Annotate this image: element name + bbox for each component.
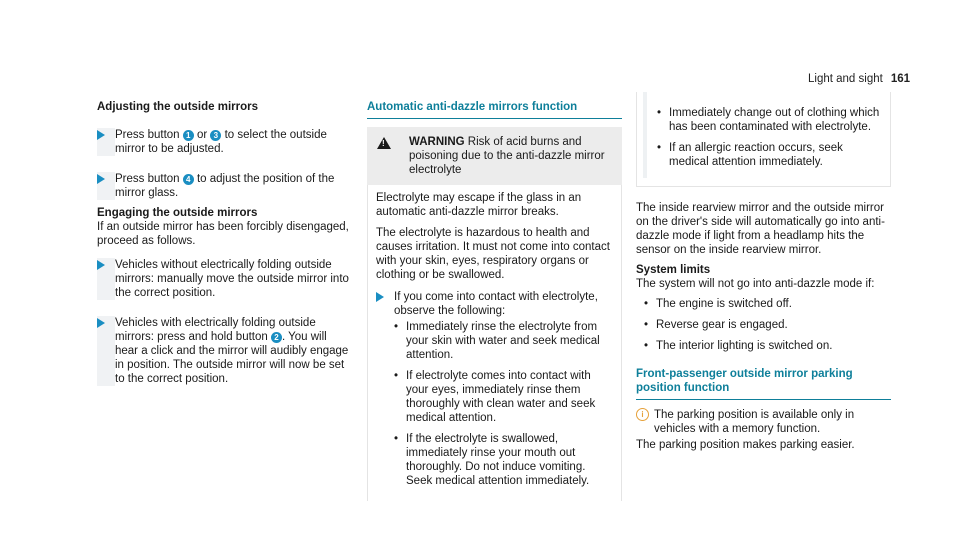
step-text: or xyxy=(193,129,211,141)
step-text: to adjust the position of the mirror glass. xyxy=(115,173,335,199)
continued-bullet-list xyxy=(657,98,882,169)
button-1-marker: 1 xyxy=(183,130,194,141)
step-text: Vehicles without electrically folding outside mirrors: manually move the outside mirror into the correct position. xyxy=(115,258,352,300)
step-arrow-icon xyxy=(97,318,105,328)
anti-dazzle-paragraph: The inside rearview mirror and the outside mirror on the driver's side will automatically go into anti-dazzle mode if light from a headlamp hits the sensor on the inside rearview mirror. xyxy=(636,202,885,256)
note-text: The parking position is available only in vehicles with a memory function. xyxy=(654,409,855,435)
info-note xyxy=(636,408,891,436)
step-text: . You will hear a click and the mirror will audibly engage in position. The outside mirror will now be set to the correct position. xyxy=(115,331,349,385)
heading-adjusting-mirrors: Adjusting the outside mirrors xyxy=(97,101,259,113)
left-column xyxy=(97,100,352,386)
section-title: Light and sight xyxy=(808,73,883,85)
step-text: Press button xyxy=(115,129,183,141)
list-item: • Immediately rinse the electrolyte from your skin with water and seek medical attention. xyxy=(394,320,613,362)
heading-rule xyxy=(636,399,891,400)
list-item: • If an allergic reaction occurs, seek medical attention immediately. xyxy=(657,141,882,169)
list-item: • Immediately change out of clothing which has been contaminated with electrolyte. xyxy=(657,106,882,134)
step-bar xyxy=(643,92,647,178)
step-arrow-icon xyxy=(97,174,105,184)
warning-bullet-list xyxy=(394,320,613,488)
page-header xyxy=(808,72,910,86)
limits-intro: The system will not go into anti-dazzle mode if: xyxy=(636,278,875,290)
warning-step xyxy=(376,290,613,488)
step-arrow-icon xyxy=(376,292,384,302)
step-text: Vehicles with electrically folding outside mirrors: press and hold button xyxy=(115,317,316,343)
engaging-paragraph: If an outside mirror has been forcibly disengaged, proceed as follows. xyxy=(97,221,349,247)
warning-paragraph: Electrolyte may escape if the glass in an automatic anti-dazzle mirror breaks. xyxy=(376,192,582,218)
heading-engaging-mirrors: Engaging the outside mirrors xyxy=(97,207,258,219)
list-item: • If the electrolyte is swallowed, immediately rinse your mouth out thoroughly. Do not induce vomiting. Seek medical attention immediately. xyxy=(394,432,613,488)
heading-rule xyxy=(367,118,622,119)
warning-triangle-icon xyxy=(377,137,391,149)
list-item: • If electrolyte comes into contact with your eyes, immediately rinse them thoroughly with clean water and seek medical attention. xyxy=(394,369,613,425)
warning-headline: Risk of acid burns and poisoning due to the anti-dazzle mirror electrolyte xyxy=(409,136,605,176)
warning-header xyxy=(367,127,622,185)
list-item: • The engine is switched off. xyxy=(644,297,891,311)
step-electric-fold xyxy=(97,316,352,386)
step-text: If you come into contact with electrolyte, observe the following: xyxy=(394,291,598,317)
info-icon: i xyxy=(636,408,649,421)
heading-parking-position: Front-passenger outside mirror parking position function xyxy=(636,368,853,394)
button-4-marker: 4 xyxy=(183,174,194,185)
limits-list xyxy=(644,297,891,353)
step-text: Press button xyxy=(115,173,183,185)
warning-box xyxy=(367,127,622,501)
parking-paragraph: The parking position makes parking easier. xyxy=(636,439,855,451)
button-3-marker: 3 xyxy=(210,130,221,141)
step-manual-fold xyxy=(97,258,352,300)
heading-system-limits: System limits xyxy=(636,264,711,276)
step-arrow-icon xyxy=(97,260,105,270)
warning-body xyxy=(367,185,622,501)
list-item: • Reverse gear is engaged. xyxy=(644,318,891,332)
heading-anti-dazzle: Automatic anti-dazzle mirrors function xyxy=(367,101,578,113)
page-number: 161 xyxy=(890,73,910,85)
warning-label: WARNING xyxy=(409,136,465,148)
step-select-mirror xyxy=(97,128,352,156)
list-item: • The interior lighting is switched on. xyxy=(644,339,891,353)
step-text: to select the outside mirror to be adjusted. xyxy=(115,129,327,155)
step-arrow-icon xyxy=(97,130,105,140)
warning-continuation xyxy=(636,92,891,187)
button-2-marker: 2 xyxy=(271,332,282,343)
right-column xyxy=(636,100,891,458)
warning-paragraph: The electrolyte is hazardous to health and causes irritation. It must not come into contact with your skin, eyes, respiratory organs or clothing or be swallowed. xyxy=(376,227,610,281)
step-adjust-position xyxy=(97,172,352,200)
middle-column xyxy=(367,100,622,501)
